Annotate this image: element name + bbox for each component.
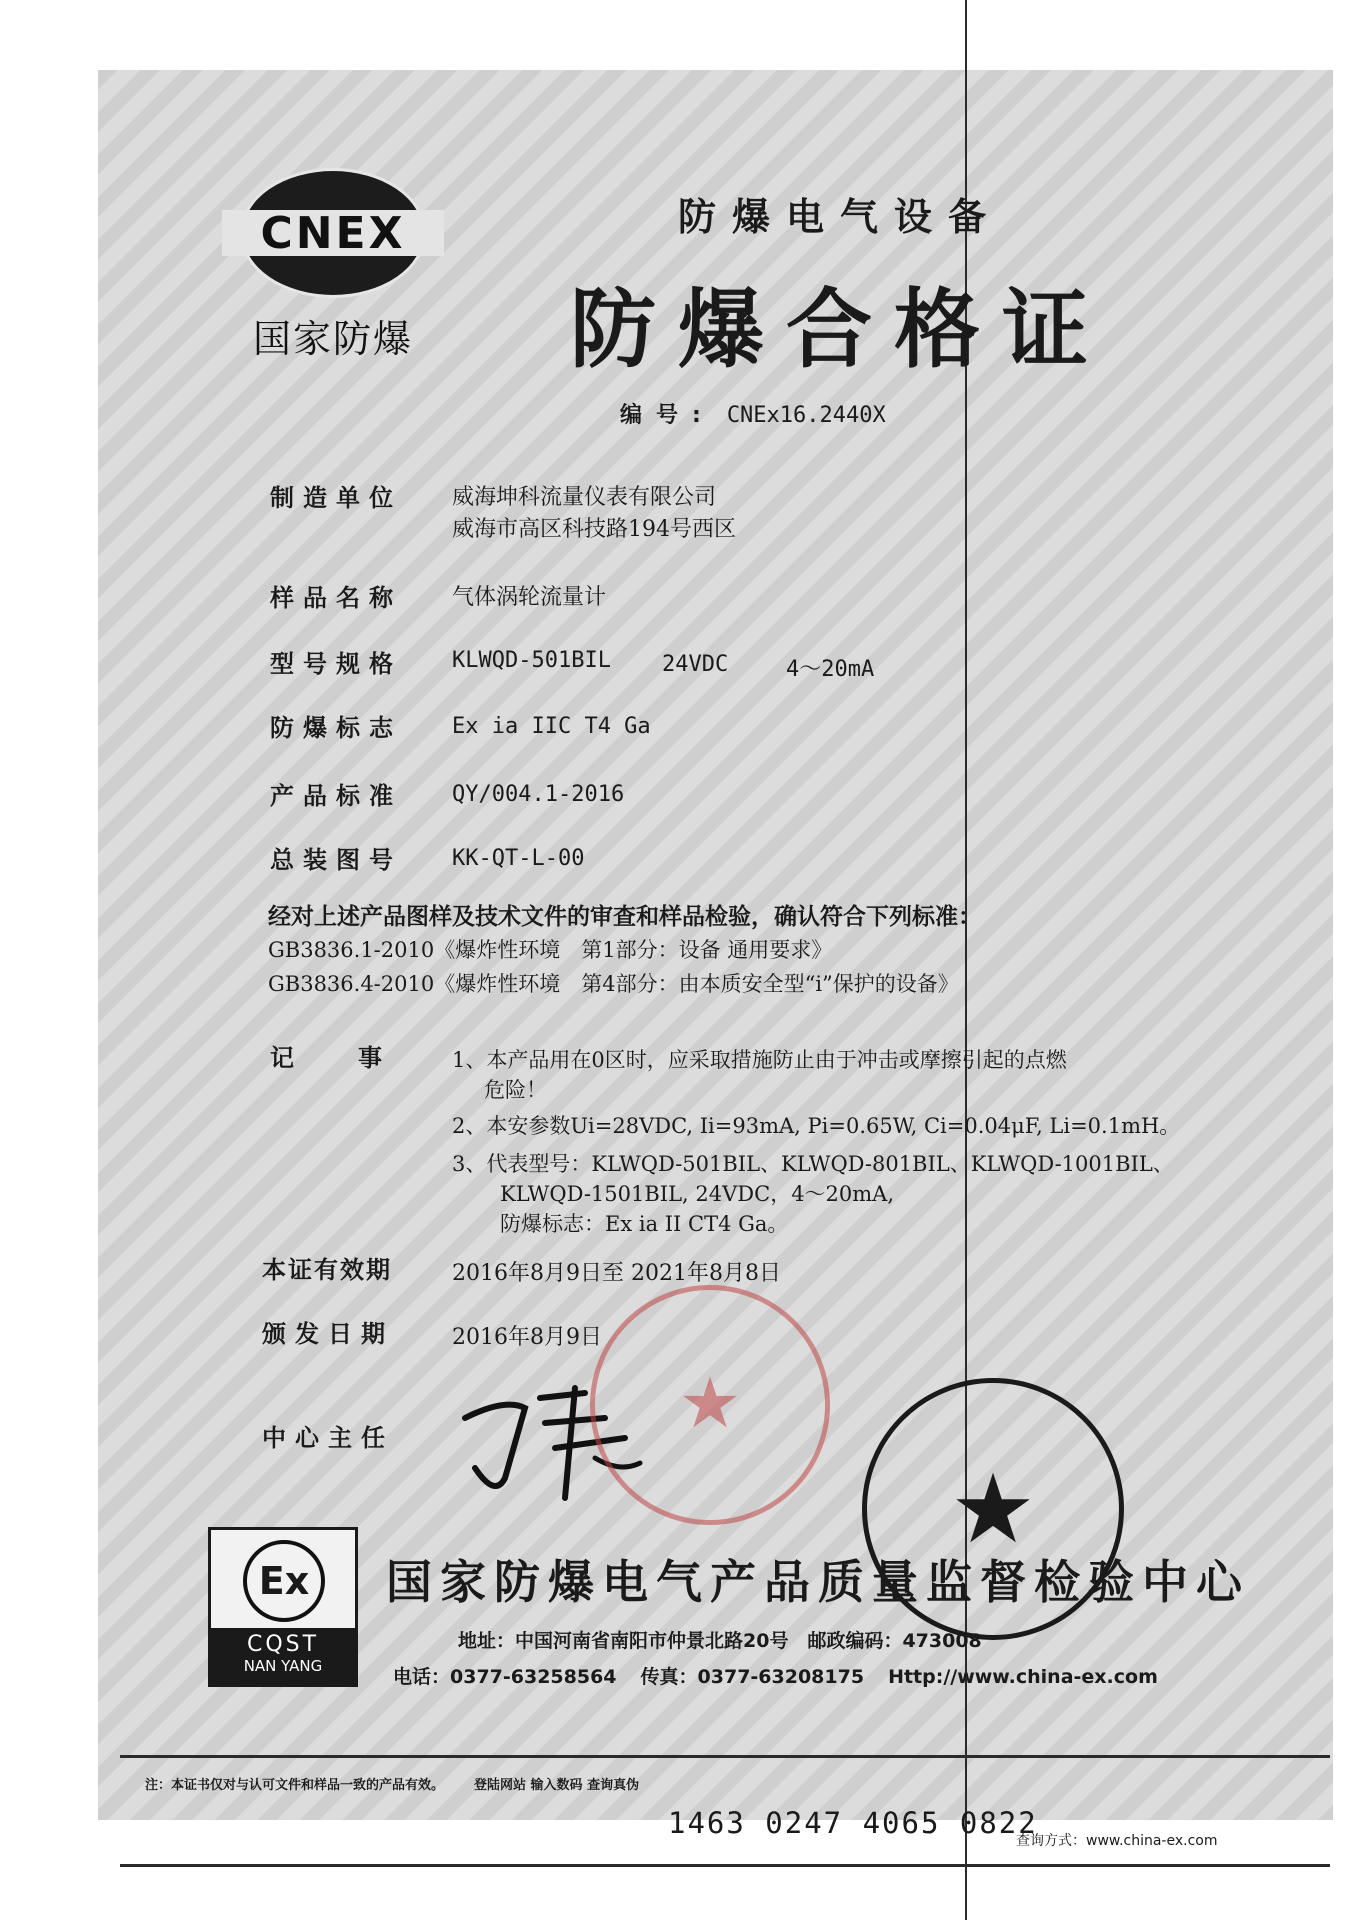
verification-serial: 1463 0247 4065 0822 [668,1806,1038,1840]
note-3-line-2: KLWQD-1501BIL, 24VDC，4～20mA, [500,1182,895,1206]
note-2: 2、本安参数Ui=28VDC, Ii=93mA, Pi=0.65W, Ci=0.04μF, Li=0.1mH。 [452,1114,1181,1138]
issue-date-value: 2016年8月9日 [452,1325,602,1350]
note-3-line-3: 防爆标志：Ex ia II CT4 Ga。 [500,1212,789,1236]
certificate-number-value: CNEx16.2440X [726,403,886,428]
ex-marking-value: Ex ia IIC T4 Ga [452,714,651,739]
footer-rule-bottom [120,1864,1330,1867]
issuer-address: 地址：中国河南省南阳市仲景北路20号 邮政编码：473008 [458,1630,982,1652]
standard-label: 产品标准 [270,782,402,810]
model-current: 4～20mA [786,657,875,682]
cqst-city: NAN YANG [243,1657,323,1675]
footer-notes [145,1774,669,1793]
drawing-value: KK-QT-L-00 [452,846,585,871]
cqst-name: CQST [246,1632,320,1657]
cnex-logo [222,168,444,368]
document-title: 防爆合格证 [570,280,1110,380]
notes-label: 记 事 [270,1044,402,1072]
note-1-line-2: 危险！ [484,1078,547,1102]
manufacturer-value: 威海坤科流量仪表有限公司 [452,485,717,510]
cqst-bar [211,1628,355,1686]
logo-subtitle: 国家防爆 [252,317,413,361]
document-subtitle: 防爆电气设备 [677,194,1002,239]
standard-line-2: GB3836.4-2010《爆炸性环境 第4部分：由本质安全型“i”保护的设备》 [268,972,959,996]
star-icon: ★ [678,1362,742,1444]
model-label: 型号规格 [270,650,402,678]
cqst-badge [208,1527,358,1687]
director-label: 中心主任 [262,1424,394,1452]
issuer-fax: 传真：0377-63208175 [640,1666,865,1688]
footer-note: 注：本证书仅对与认可文件和样品一致的产品有效。 [145,1778,445,1793]
query-method: 查询方式：www.china-ex.com [1016,1833,1218,1849]
standard-value: QY/004.1-2016 [452,782,625,807]
footer-rule-top [120,1755,1330,1758]
issue-date-label: 颁发日期 [262,1320,394,1348]
certificate-number-label: 编号: [620,403,715,428]
note-3-line-1: 3、代表型号：KLWQD-501BIL、KLWQD-801BIL、KLWQD-1001BIL、 [452,1152,1174,1176]
note-1-line-1: 1、本产品用在0区时，应采取措施防止由于冲击或摩擦引起的点燃 [452,1048,1067,1072]
validity-label: 本证有效期 [262,1256,392,1284]
model-value: KLWQD-501BIL [452,648,611,673]
star-icon: ★ [949,1453,1037,1565]
issuer-tel: 电话：0377-63258564 [393,1666,617,1688]
company-seal [590,1285,830,1525]
manufacturer-label: 制造单位 [270,484,402,512]
ex-marking-label: 防爆标志 [270,714,402,742]
validity-value: 2016年8月9日至 2021年8月8日 [452,1261,781,1286]
standard-line-1: GB3836.1-2010《爆炸性环境 第1部分：设备 通用要求》 [268,938,833,962]
standards-intro: 经对上述产品图样及技术文件的审查和样品检验，确认符合下列标准： [268,904,981,930]
product-name-value: 气体涡轮流量计 [452,585,607,610]
footer-verify: 登陆网站 输入数码 查询真伪 [474,1778,640,1793]
issuer-url: Http://www.china-ex.com [888,1666,1158,1688]
issuer-contact [393,1662,1182,1689]
product-name-label: 样品名称 [270,584,402,612]
certificate-number [620,398,886,429]
ex-icon: Ex [243,1540,325,1622]
logo-text: CNEX [222,210,444,256]
model-voltage: 24VDC [662,652,729,677]
drawing-label: 总装图号 [270,846,402,874]
issuer-name: 国家防爆电气产品质量监督检验中心 [386,1555,1250,1609]
manufacturer-address: 威海市高区科技路194号西区 [452,517,736,542]
